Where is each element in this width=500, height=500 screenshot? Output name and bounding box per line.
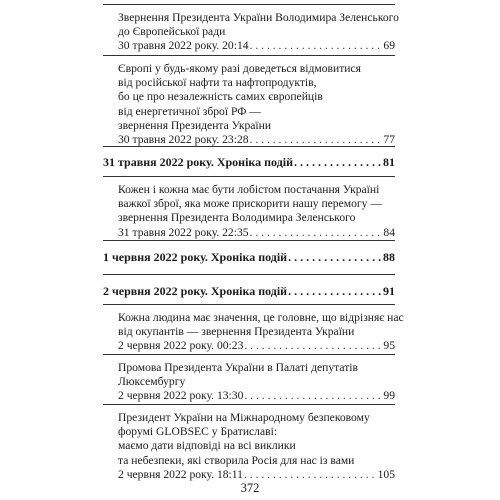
entry-title-line: форумі GLOBSEC у Братиславі: (118, 425, 278, 439)
section-title: 1 червня 2022 року. Хроніка подій (103, 250, 288, 264)
toc-section (103, 284, 395, 298)
leader-dots (288, 284, 382, 298)
entry-title-line: Кожна людина має значення, це головне, що відрізняє нас (118, 311, 404, 324)
toc-entry (118, 411, 395, 482)
entry-date: 30 травня 2022 року. 23:28 (118, 133, 249, 147)
section-title: 31 травня 2022 року. Хроніка подій (103, 155, 294, 169)
entry-title-line: Кожен і кожна має бути лобістом постачання Україні (118, 183, 380, 196)
divider-rule (103, 404, 395, 405)
entry-title-line: бо це про незалежність самих європейців (118, 90, 323, 104)
divider-rule (103, 146, 395, 147)
divider-rule (103, 274, 395, 275)
entry-title-line: важкої зброї, яка може прискорити нашу перемогу — (118, 197, 382, 211)
entry-page: 84 (383, 225, 395, 239)
entry-page: 105 (377, 467, 395, 481)
section-title: 2 червня 2022 року. Хроніка подій (103, 284, 288, 298)
divider-rule (103, 55, 395, 56)
divider-rule (103, 176, 395, 177)
divider-rule (103, 304, 395, 305)
leader-dots (244, 389, 382, 403)
entry-page: 77 (383, 133, 395, 147)
entry-page: 95 (383, 339, 395, 353)
entry-title-line: звернення Президента України (118, 118, 272, 132)
toc-section (103, 250, 395, 264)
entry-title-line: Промова Президента України в Палаті депутатів (118, 361, 358, 374)
entry-title-line: від російської нафти та нафтопродуктів, (118, 76, 317, 90)
entry-title-line: Президент України на Міжнародному безпековому (118, 411, 370, 424)
leader-dots (250, 226, 383, 240)
section-page: 81 (383, 155, 395, 169)
entry-title-line: та небезпеки, які створила Росія для нас із вами (118, 453, 355, 467)
entry-title-line: до Європейської ради (118, 25, 226, 39)
entry-title-line: Звернення Президента України Володимира Зеленського (118, 11, 399, 24)
entry-title-line: Європі у будь-якому разі доведеться відмовитися (118, 62, 361, 75)
section-page: 91 (383, 284, 395, 298)
entry-title-line: Люксембургу (118, 375, 186, 389)
entry-date: 30 травня 2022 року. 20:14 (118, 39, 249, 53)
leader-dots (288, 250, 382, 264)
leader-dots (244, 339, 382, 353)
divider-rule (103, 354, 395, 355)
toc-entry (118, 361, 395, 404)
entry-title-line: звернення Президента Володимира Зеленського (118, 211, 356, 225)
section-page: 88 (383, 250, 395, 264)
toc-entry (118, 11, 399, 54)
toc-entry (118, 311, 404, 354)
page-number: 372 (240, 481, 260, 495)
entry-date: 2 червня 2022 року. 18:11 (118, 467, 243, 481)
entry-title-line: від окупантів — звернення Президента України (118, 325, 355, 339)
entry-date: 2 червня 2022 року. 13:30 (118, 389, 244, 403)
leader-dots (244, 468, 377, 482)
entry-date: 2 червня 2022 року. 00:23 (118, 339, 244, 353)
divider-rule (103, 4, 395, 5)
entry-title-line: маємо дати відповіді на всі виклики (118, 439, 296, 453)
divider-rule (103, 240, 395, 241)
entry-title-line: від енергетичної зброї РФ — (118, 104, 261, 118)
entry-page: 69 (383, 39, 395, 53)
leader-dots (294, 155, 382, 169)
toc-entry (118, 62, 395, 147)
leader-dots (250, 39, 383, 53)
entry-page: 99 (383, 389, 395, 403)
toc-section (103, 155, 395, 169)
entry-date: 31 травня 2022 року. 22:35 (118, 225, 249, 239)
toc-entry (118, 183, 395, 240)
